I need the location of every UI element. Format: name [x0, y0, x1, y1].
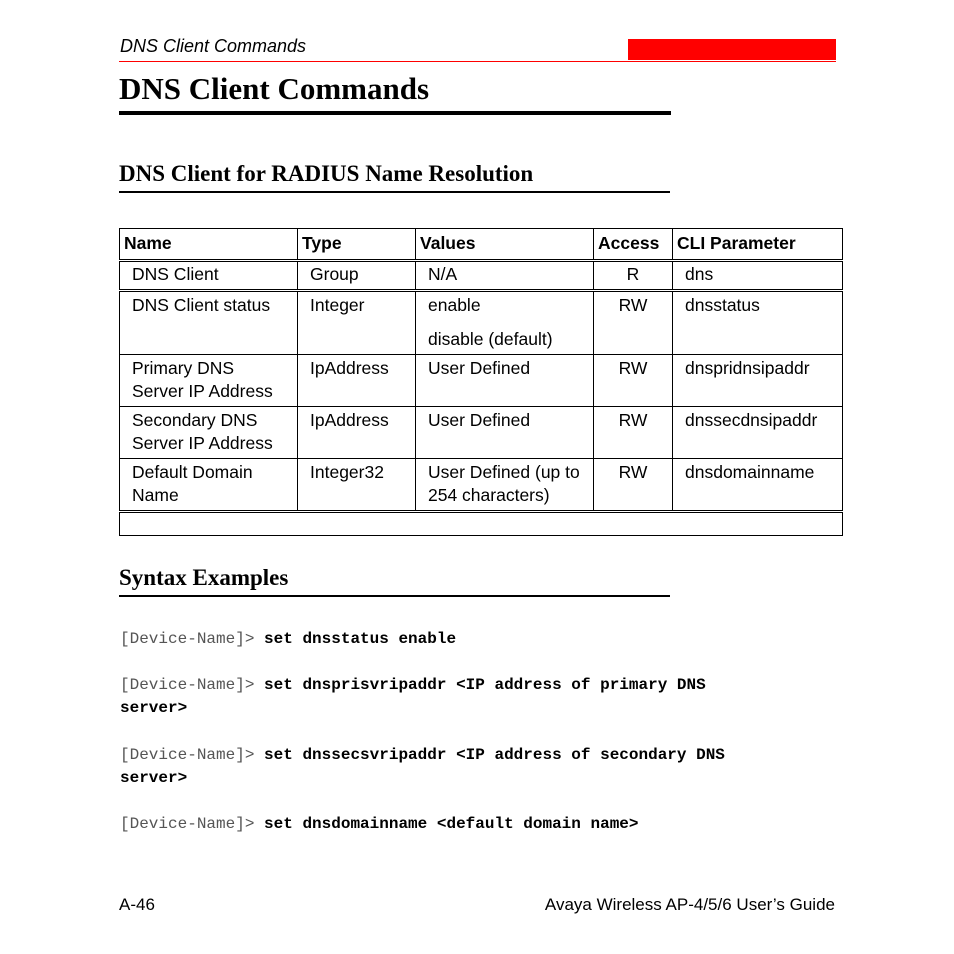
page-number: A-46 [119, 895, 155, 914]
cli-prompt: [Device-Name]> [120, 676, 255, 694]
cli-prompt: [Device-Name]> [120, 746, 255, 764]
cell-cli-parameter: dnspridnsipaddr [673, 355, 843, 407]
section-rule [119, 595, 670, 597]
cell-access: R [594, 261, 673, 291]
cell-name: Default Domain Name [120, 459, 298, 512]
code-example [120, 628, 456, 651]
column-header-values: Values [416, 229, 594, 261]
code-example [120, 744, 725, 767]
header-accent-bar [628, 39, 836, 60]
cli-command: set dnsstatus enable [264, 630, 457, 648]
header-rule [119, 61, 836, 62]
cell-values: User Defined [416, 355, 594, 407]
cli-command: set dnssecsvripaddr <IP address of secondary DNS [264, 746, 725, 764]
table-footer-row [120, 512, 843, 536]
section-heading-syntax-examples: Syntax Examples [119, 565, 289, 590]
section-rule [119, 191, 670, 193]
page-title: DNS Client Commands [119, 71, 430, 106]
cell-type: IpAddress [298, 355, 416, 407]
column-header-name: Name [120, 229, 298, 261]
code-example [120, 674, 706, 697]
cell-type: Group [298, 261, 416, 291]
table-row [120, 459, 843, 512]
cell-type: Integer [298, 291, 416, 355]
guide-title: Avaya Wireless AP-4/5/6 User’s Guide [544, 895, 835, 914]
cell-values: enable disable (default) [416, 291, 594, 355]
table-row [120, 291, 843, 355]
table-row [120, 407, 843, 459]
section-heading-dns-client: DNS Client for RADIUS Name Resolution [119, 161, 534, 186]
table-header-row [120, 229, 843, 261]
cell-access: RW [594, 459, 673, 512]
cell-type: IpAddress [298, 407, 416, 459]
cell-name: Primary DNS Server IP Address [120, 355, 298, 407]
cli-prompt: [Device-Name]> [120, 815, 255, 833]
column-header-access: Access [594, 229, 673, 261]
cli-command: set dnsprisvripaddr <IP address of primary DNS [264, 676, 706, 694]
table-row [120, 261, 843, 291]
cell-name: DNS Client [120, 261, 298, 291]
code-example-continuation [120, 767, 187, 790]
cell-cli-parameter: dnsstatus [673, 291, 843, 355]
cli-command-continuation: server> [120, 699, 188, 717]
cli-command-continuation: server> [120, 769, 188, 787]
cell-access: RW [594, 407, 673, 459]
cell-cli-parameter: dns [673, 261, 843, 291]
code-example [120, 813, 639, 836]
cell-name: Secondary DNS Server IP Address [120, 407, 298, 459]
parameter-table [119, 228, 843, 536]
cell-access: RW [594, 355, 673, 407]
cell-access: RW [594, 291, 673, 355]
code-example-continuation [120, 697, 187, 720]
cell-values: N/A [416, 261, 594, 291]
cell-values: User Defined [416, 407, 594, 459]
column-header-type: Type [298, 229, 416, 261]
cell-name: DNS Client status [120, 291, 298, 355]
cell-type: Integer32 [298, 459, 416, 512]
cell-cli-parameter: dnssecdnsipaddr [673, 407, 843, 459]
table-row [120, 355, 843, 407]
title-rule [119, 111, 671, 115]
cell-values: User Defined (up to 254 characters) [416, 459, 594, 512]
cell-cli-parameter: dnsdomainname [673, 459, 843, 512]
table-footer-cell [120, 512, 843, 536]
cli-command: set dnsdomainname <default domain name> [264, 815, 639, 833]
cli-prompt: [Device-Name]> [120, 630, 255, 648]
column-header-cli-parameter: CLI Parameter [673, 229, 843, 261]
running-header: DNS Client Commands [120, 36, 307, 56]
